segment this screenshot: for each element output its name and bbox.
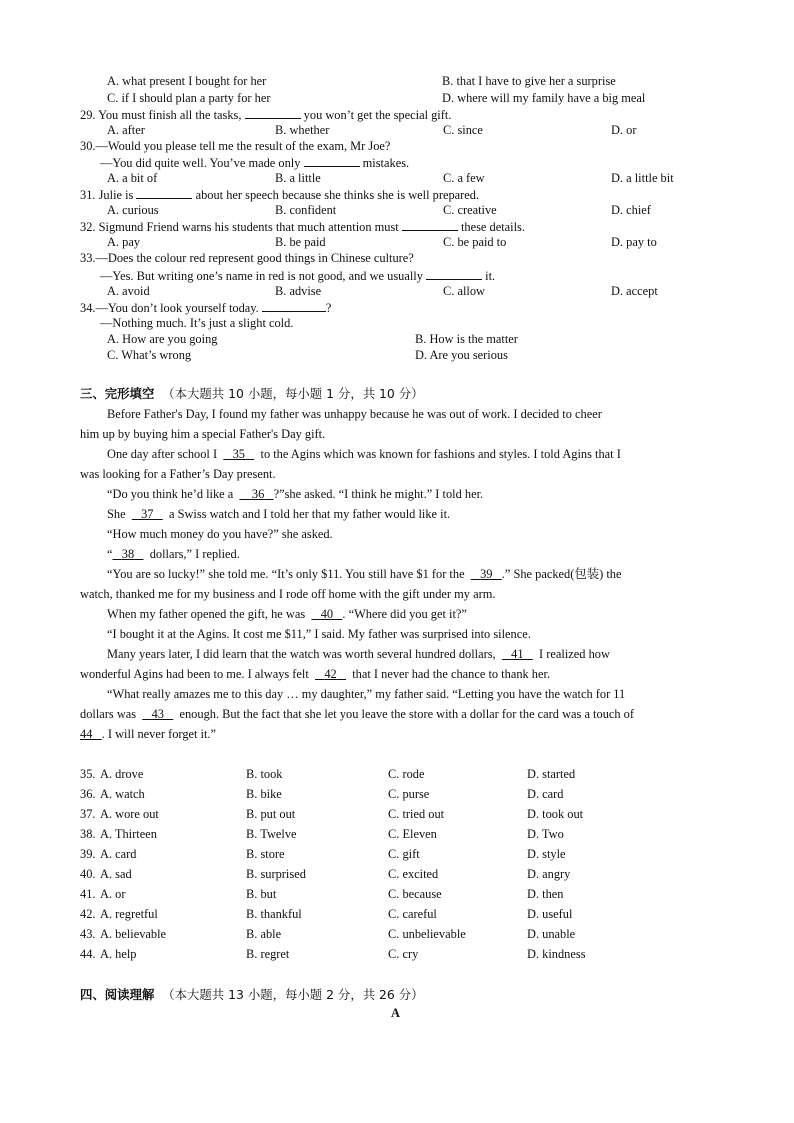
option: B. advise xyxy=(275,284,322,298)
question-number: 36. xyxy=(80,787,96,801)
answer-blank[interactable] xyxy=(402,219,458,231)
section-3-heading: 三、完形填空 （本大题共 10 小题，每小题 1 分，共 10 分） xyxy=(80,386,424,401)
question-number: 44. xyxy=(80,947,96,961)
answer-blank[interactable] xyxy=(262,300,326,312)
option: B. be paid xyxy=(275,235,326,249)
question-number: 41. xyxy=(80,887,96,901)
question-number: 37. xyxy=(80,807,96,821)
passage-line: “How much money do you have?” she asked. xyxy=(107,527,333,541)
blank-39[interactable]: 39 xyxy=(480,567,493,581)
question-33: 33.—Does the colour red represent good things in Chinese culture? xyxy=(80,251,414,265)
option: C. creative xyxy=(443,203,497,217)
option: D. style xyxy=(527,847,566,861)
option: D. accept xyxy=(611,284,658,298)
option: C. cry xyxy=(388,947,419,961)
option: A. sad xyxy=(100,867,132,881)
option: A. How are you going xyxy=(107,332,218,346)
option: A. watch xyxy=(100,787,145,801)
option: A. believable xyxy=(100,927,167,941)
passage-line: wonderful Agins had been to me. I always felt 42 that I never had the chance to thank her. xyxy=(80,667,551,681)
option: C. excited xyxy=(388,867,439,881)
option: A. curious xyxy=(107,203,159,217)
question-34-line2: —Nothing much. It’s just a slight cold. xyxy=(100,316,294,330)
question-number: 40. xyxy=(80,867,96,881)
option: B. put out xyxy=(246,807,296,821)
option: A. avoid xyxy=(107,284,150,298)
option-b: B. that I have to give her a surprise xyxy=(442,74,616,88)
option: A. card xyxy=(100,847,137,861)
question-29: 29. You must finish all the tasks, you won’t get the special gift. xyxy=(80,108,452,122)
part-label: A xyxy=(391,1006,400,1020)
passage-line: Before Father's Day, I found my father was unhappy because he was out of work. I decided to cheer xyxy=(107,407,602,421)
question-number: 35. xyxy=(80,767,96,781)
option: C. careful xyxy=(388,907,437,921)
option: D. then xyxy=(527,887,564,901)
passage-line: watch, thanked me for my business and I rode off home with the gift under my arm. xyxy=(80,587,496,601)
option: A. help xyxy=(100,947,137,961)
passage-line: One day after school I 35 to the Agins which was known for fashions and styles. I told Agins that I xyxy=(107,447,621,461)
option: B. took xyxy=(246,767,283,781)
option: B. confident xyxy=(275,203,337,217)
blank-41[interactable]: 41 xyxy=(511,647,524,661)
question-number: 42. xyxy=(80,907,96,921)
option: D. useful xyxy=(527,907,573,921)
answer-blank[interactable] xyxy=(136,187,192,199)
option: C. be paid to xyxy=(443,235,507,249)
option: B. able xyxy=(246,927,282,941)
passage-line: “ 38 dollars,” I replied. xyxy=(107,547,240,561)
question-34: 34.—You don’t look yourself today. ? xyxy=(80,301,332,315)
option: A. wore out xyxy=(100,807,159,821)
option: B. surprised xyxy=(246,867,306,881)
option: D. chief xyxy=(611,203,651,217)
option: C. rode xyxy=(388,767,425,781)
option: C. because xyxy=(388,887,442,901)
answer-blank[interactable] xyxy=(304,155,360,167)
option: C. gift xyxy=(388,847,420,861)
option: C. since xyxy=(443,123,483,137)
question-number: 43. xyxy=(80,927,96,941)
option: B. but xyxy=(246,887,277,901)
option: B. regret xyxy=(246,947,290,961)
question-32: 32. Sigmund Friend warns his students that much attention must these details. xyxy=(80,220,525,234)
question-30-line2: —You did quite well. You’ve made only mistakes. xyxy=(100,156,410,170)
blank-44[interactable]: 44 xyxy=(80,727,93,741)
option: C. unbelievable xyxy=(388,927,466,941)
passage-line: “I bought it at the Agins. It cost me $11,” I said. My father was surprised into silence. xyxy=(107,627,531,641)
option: B. whether xyxy=(275,123,330,137)
option: C. tried out xyxy=(388,807,445,821)
passage-line: She 37 a Swiss watch and I told her that my father would like it. xyxy=(107,507,451,521)
option: C. allow xyxy=(443,284,485,298)
blank-42[interactable]: 42 xyxy=(324,667,337,681)
option: D. Two xyxy=(527,827,564,841)
blank-43[interactable]: 43 xyxy=(151,707,164,721)
option: A. a bit of xyxy=(107,171,158,185)
passage-line: “Do you think he’d like a 36 ?”she asked. “I think he might.” I told her. xyxy=(107,487,484,501)
option: A. or xyxy=(100,887,126,901)
option: D. Are you serious xyxy=(415,348,508,362)
option: C. a few xyxy=(443,171,485,185)
option: A. pay xyxy=(107,235,141,249)
question-number: 38. xyxy=(80,827,96,841)
blank-38[interactable]: 38 xyxy=(121,547,135,561)
option: D. unable xyxy=(527,927,576,941)
option: B. How is the matter xyxy=(415,332,518,346)
option: A. Thirteen xyxy=(100,827,157,841)
blank-36[interactable]: 36 xyxy=(251,487,265,501)
option: B. Twelve xyxy=(246,827,297,841)
passage-line: Many years later, I did learn that the watch was worth several hundred dollars, 41 I realized how xyxy=(107,647,610,661)
option: D. took out xyxy=(527,807,584,821)
option: B. store xyxy=(246,847,285,861)
passage-line: “What really amazes me to this day … my daughter,” my father said. “Letting you have the watch for 11 xyxy=(107,687,626,701)
blank-37[interactable]: 37 xyxy=(141,507,154,521)
blank-35[interactable]: 35 xyxy=(232,447,245,461)
option: B. bike xyxy=(246,787,282,801)
option-c: C. if I should plan a party for her xyxy=(107,91,271,105)
option: D. card xyxy=(527,787,564,801)
option: D. kindness xyxy=(527,947,586,961)
option: C. Eleven xyxy=(388,827,437,841)
option: A. after xyxy=(107,123,145,137)
option-d: D. where will my family have a big meal xyxy=(442,91,646,105)
option: D. a little bit xyxy=(611,171,674,185)
option: A. drove xyxy=(100,767,144,781)
option: B. thankful xyxy=(246,907,302,921)
question-number: 39. xyxy=(80,847,96,861)
passage-line: When my father opened the gift, he was 40 . “Where did you get it?” xyxy=(107,607,467,621)
passage-line: him up by buying him a special Father's Day gift. xyxy=(80,427,326,441)
option: C. What’s wrong xyxy=(107,348,192,362)
passage-line: “You are so lucky!” she told me. “It’s only $11. You still have $1 for the 39 .” She packed(包装) the xyxy=(107,567,622,581)
option: D. pay to xyxy=(611,235,657,249)
answer-blank[interactable] xyxy=(245,107,301,119)
passage-line: dollars was 43 enough. But the fact that she let you leave the store with a dollar for the card was a touch of xyxy=(80,707,634,721)
question-33-line2: —Yes. But writing one’s name in red is not good, and we usually it. xyxy=(100,269,496,283)
passage-line: 44 . I will never forget it.” xyxy=(80,727,217,741)
question-31: 31. Julie is about her speech because she thinks she is well prepared. xyxy=(80,188,480,202)
answer-blank[interactable] xyxy=(426,268,482,280)
blank-40[interactable]: 40 xyxy=(320,607,334,621)
option: D. or xyxy=(611,123,637,137)
passage-line: was looking for a Father’s Day present. xyxy=(80,467,276,481)
option: C. purse xyxy=(388,787,430,801)
option: A. regretful xyxy=(100,907,158,921)
option: B. a little xyxy=(275,171,321,185)
option-a: A. what present I bought for her xyxy=(107,74,267,88)
section-4-heading: 四、阅读理解 （本大题共 13 小题，每小题 2 分，共 26 分） xyxy=(80,987,424,1002)
option: D. started xyxy=(527,767,576,781)
option: D. angry xyxy=(527,867,571,881)
question-30: 30.—Would you please tell me the result of the exam, Mr Joe? xyxy=(80,139,391,153)
